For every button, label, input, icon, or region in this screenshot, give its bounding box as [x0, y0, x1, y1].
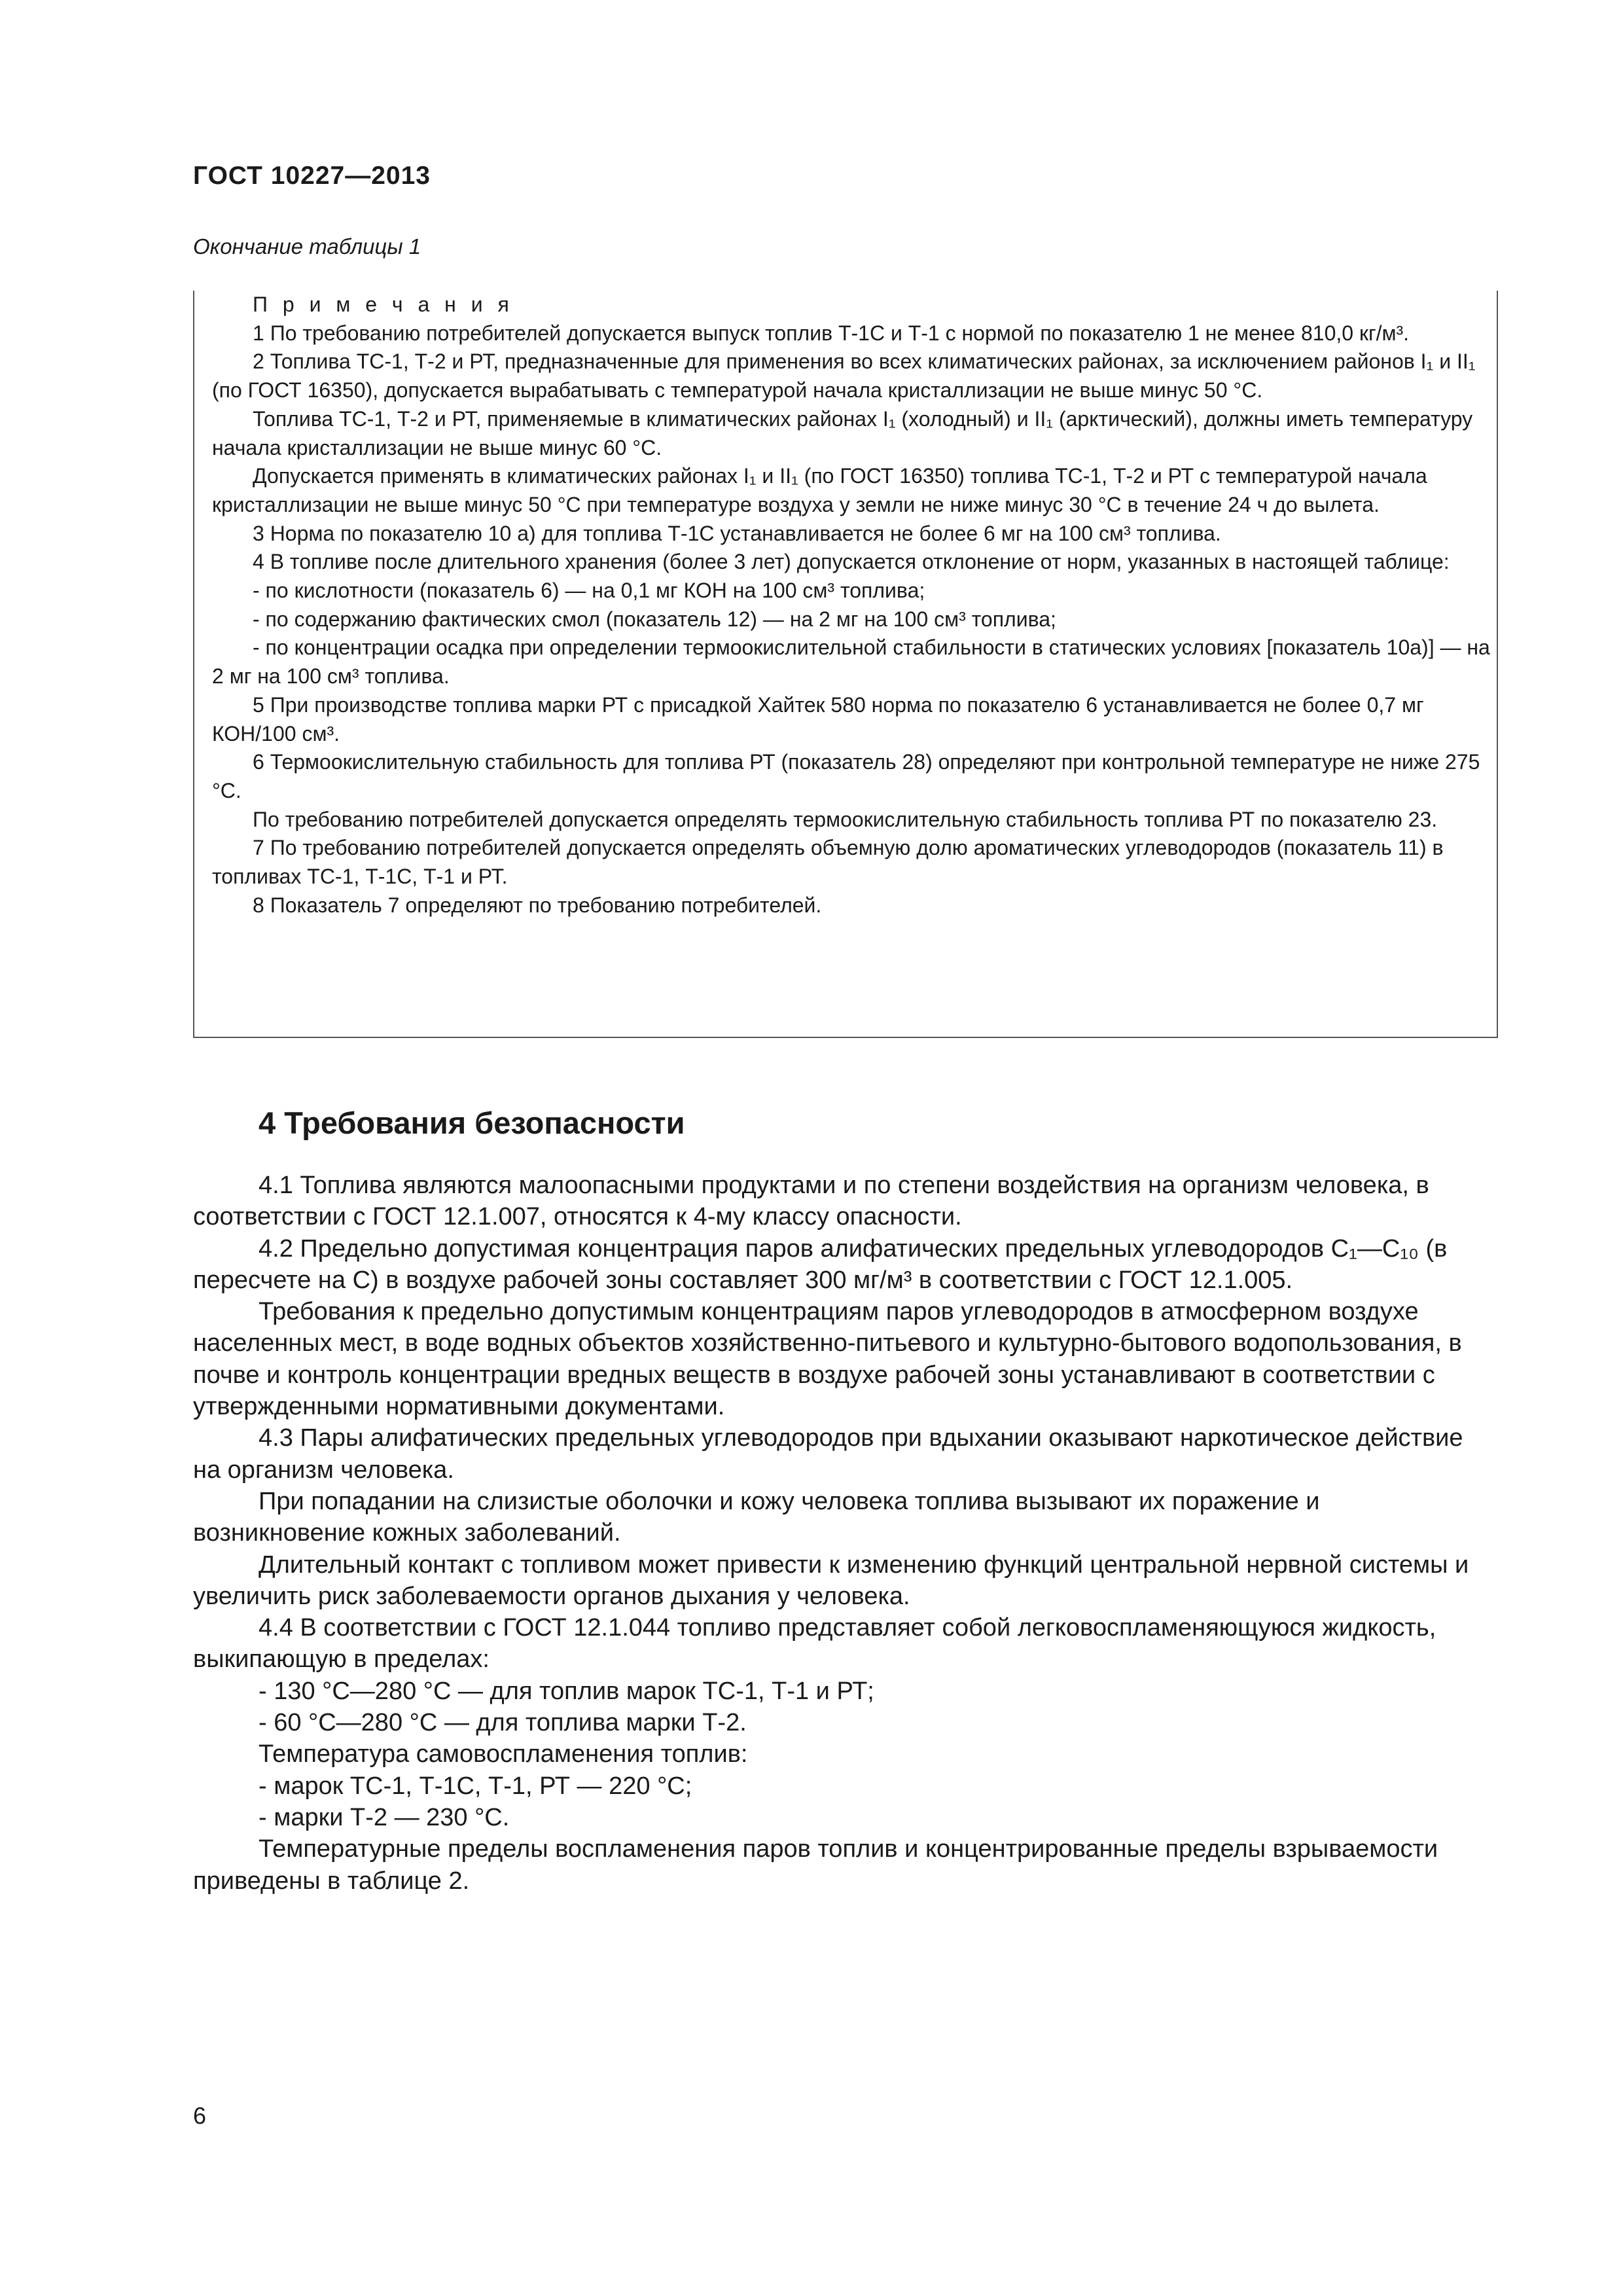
table-continuation-label: Окончание таблицы 1	[193, 234, 421, 259]
note-1: 1 По требованию потребителей допускается выпуск топлив Т-1С и Т-1 с нормой по показателю 1 не менее 810,0 кг/м³.	[253, 321, 1410, 345]
note-6a: 6 Термоокислительную стабильность для топлива РТ (показатель 28) определяют при контрольной температуре не ниже 275 °С.	[212, 750, 1480, 802]
note-4c: - по концентрации осадка при определении термоокислительной стабильности в статических условиях [показатель 10а)] — на 2 мг на 100 см³ топлива.	[212, 636, 1490, 689]
para-4-4e: - марки Т-2 — 230 °С.	[259, 1803, 510, 1831]
section-4-heading: 4 Требования безопасности	[259, 1105, 685, 1140]
para-4-3: 4.3 Пары алифатических предельных углеводородов при вдыхании оказывают наркотическое действие на организм человека.	[193, 1424, 1463, 1484]
notes-title: П р и м е ч а н и я	[253, 293, 514, 316]
note-4a: - по кислотности (показатель 6) — на 0,1 мг КОН на 100 см³ топлива;	[253, 579, 925, 603]
standard-designation: ГОСТ 10227—2013	[193, 162, 431, 190]
para-4-4c: Температура самовоспламенения топлив:	[259, 1740, 748, 1768]
note-2b: Топлива ТС-1, Т-2 и РТ, применяемые в климатических районах I₁ (холодный) и II₁ (арктический), должны иметь температуру начала кристаллизации не выше минус 60 °С.	[212, 406, 1473, 459]
para-4-3c: Длительный контакт с топливом может привести к изменению функций центральной нервной системы и увеличить риск заболеваемости органов дыхания у человека.	[193, 1551, 1469, 1610]
note-5: 5 При производстве топлива марки РТ с присадкой Хайтек 580 норма по показателю 6 устанавливается не более 0,7 мг КОН/100 см³.	[212, 692, 1424, 745]
para-4-1: 4.1 Топлива являются малоопасными продуктами и по степени воздействия на организм человека, в соответствии с ГОСТ 12.1.007, относятся к 4-му классу опасности.	[193, 1172, 1429, 1231]
para-4-4f: Температурные пределы воспламенения паров топлив и концентрированные пределы взрываемости приведены в таблице 2.	[193, 1835, 1438, 1895]
para-4-2: 4.2 Предельно допустимая концентрация паров алифатических предельных углеводородов С₁—С₁₀ (в пересчете на С) в воздухе рабочей зоны составляет 300 мг/м³ в соответствии с ГОСТ 12.1.005.	[193, 1234, 1448, 1294]
para-4-2b: Требования к предельно допустимым концентрациям паров углеводородов в атмосферном воздухе населенных мест, в воде водных объектов хозяйственно-питьевого и культурно-бытового водопользования, в почве и контроль концентрации вредных веществ в воздухе рабочей зоны устанавливают в соответствии с утвержденными нормативными документами.	[193, 1298, 1462, 1421]
note-2a: 2 Топлива ТС-1, Т-2 и РТ, предназначенные для применения во всех климатических районах, за исключением районов I₁ и II₁ (по ГОСТ 16350), допускается вырабатывать с температурой начала кристаллизации не выше минус 50 °С.	[212, 350, 1476, 403]
note-3: 3 Норма по показателю 10 а) для топлива Т-1С устанавливается не более 6 мг на 100 см³ топлива.	[253, 521, 1221, 545]
para-4-4d: - марок ТС-1, Т-1С, Т-1, РТ — 220 °С;	[259, 1772, 692, 1800]
section-4-body	[193, 1170, 1492, 1897]
para-4-4a: - 130 °С—280 °С — для топлив марок ТС-1, Т-1 и РТ;	[259, 1677, 874, 1705]
note-6b: По требованию потребителей допускается определять термоокислительную стабильность топлива РТ по показателю 23.	[253, 807, 1438, 831]
note-8: 8 Показатель 7 определяют по требованию потребителей.	[253, 893, 822, 917]
page-number: 6	[193, 2102, 207, 2129]
para-4-4: 4.4 В соответствии с ГОСТ 12.1.044 топливо представляет собой легковоспламеняющуюся жидкость, выкипающую в пределах:	[193, 1614, 1436, 1674]
note-2c: Допускается применять в климатических районах I₁ и II₁ (по ГОСТ 16350) топлива ТС-1, Т-2 и РТ с температурой начала кристаллизации не выше минус 50 °С при температуре воздуха у земли не ниже минус 30 °С в течение 24 ч до вылета.	[212, 464, 1427, 516]
note-4b: - по содержанию фактических смол (показатель 12) — на 2 мг на 100 см³ топлива;	[253, 607, 1056, 631]
para-4-4b: - 60 °С—280 °С — для топлива марки Т-2.	[259, 1709, 747, 1737]
table-notes	[212, 291, 1493, 920]
note-4: 4 В топливе после длительного хранения (более 3 лет) допускается отклонение от норм, указанных в настоящей таблице:	[253, 550, 1450, 574]
note-7: 7 По требованию потребителей допускается определять объемную долю ароматических углеводородов (показатель 11) в топливах ТС-1, Т-1С, Т-1 и РТ.	[212, 836, 1444, 889]
table-notes-box	[193, 291, 1498, 1038]
para-4-3b: При попадании на слизистые оболочки и кожу человека топлива вызывают их поражение и возникновение кожных заболеваний.	[193, 1487, 1320, 1547]
